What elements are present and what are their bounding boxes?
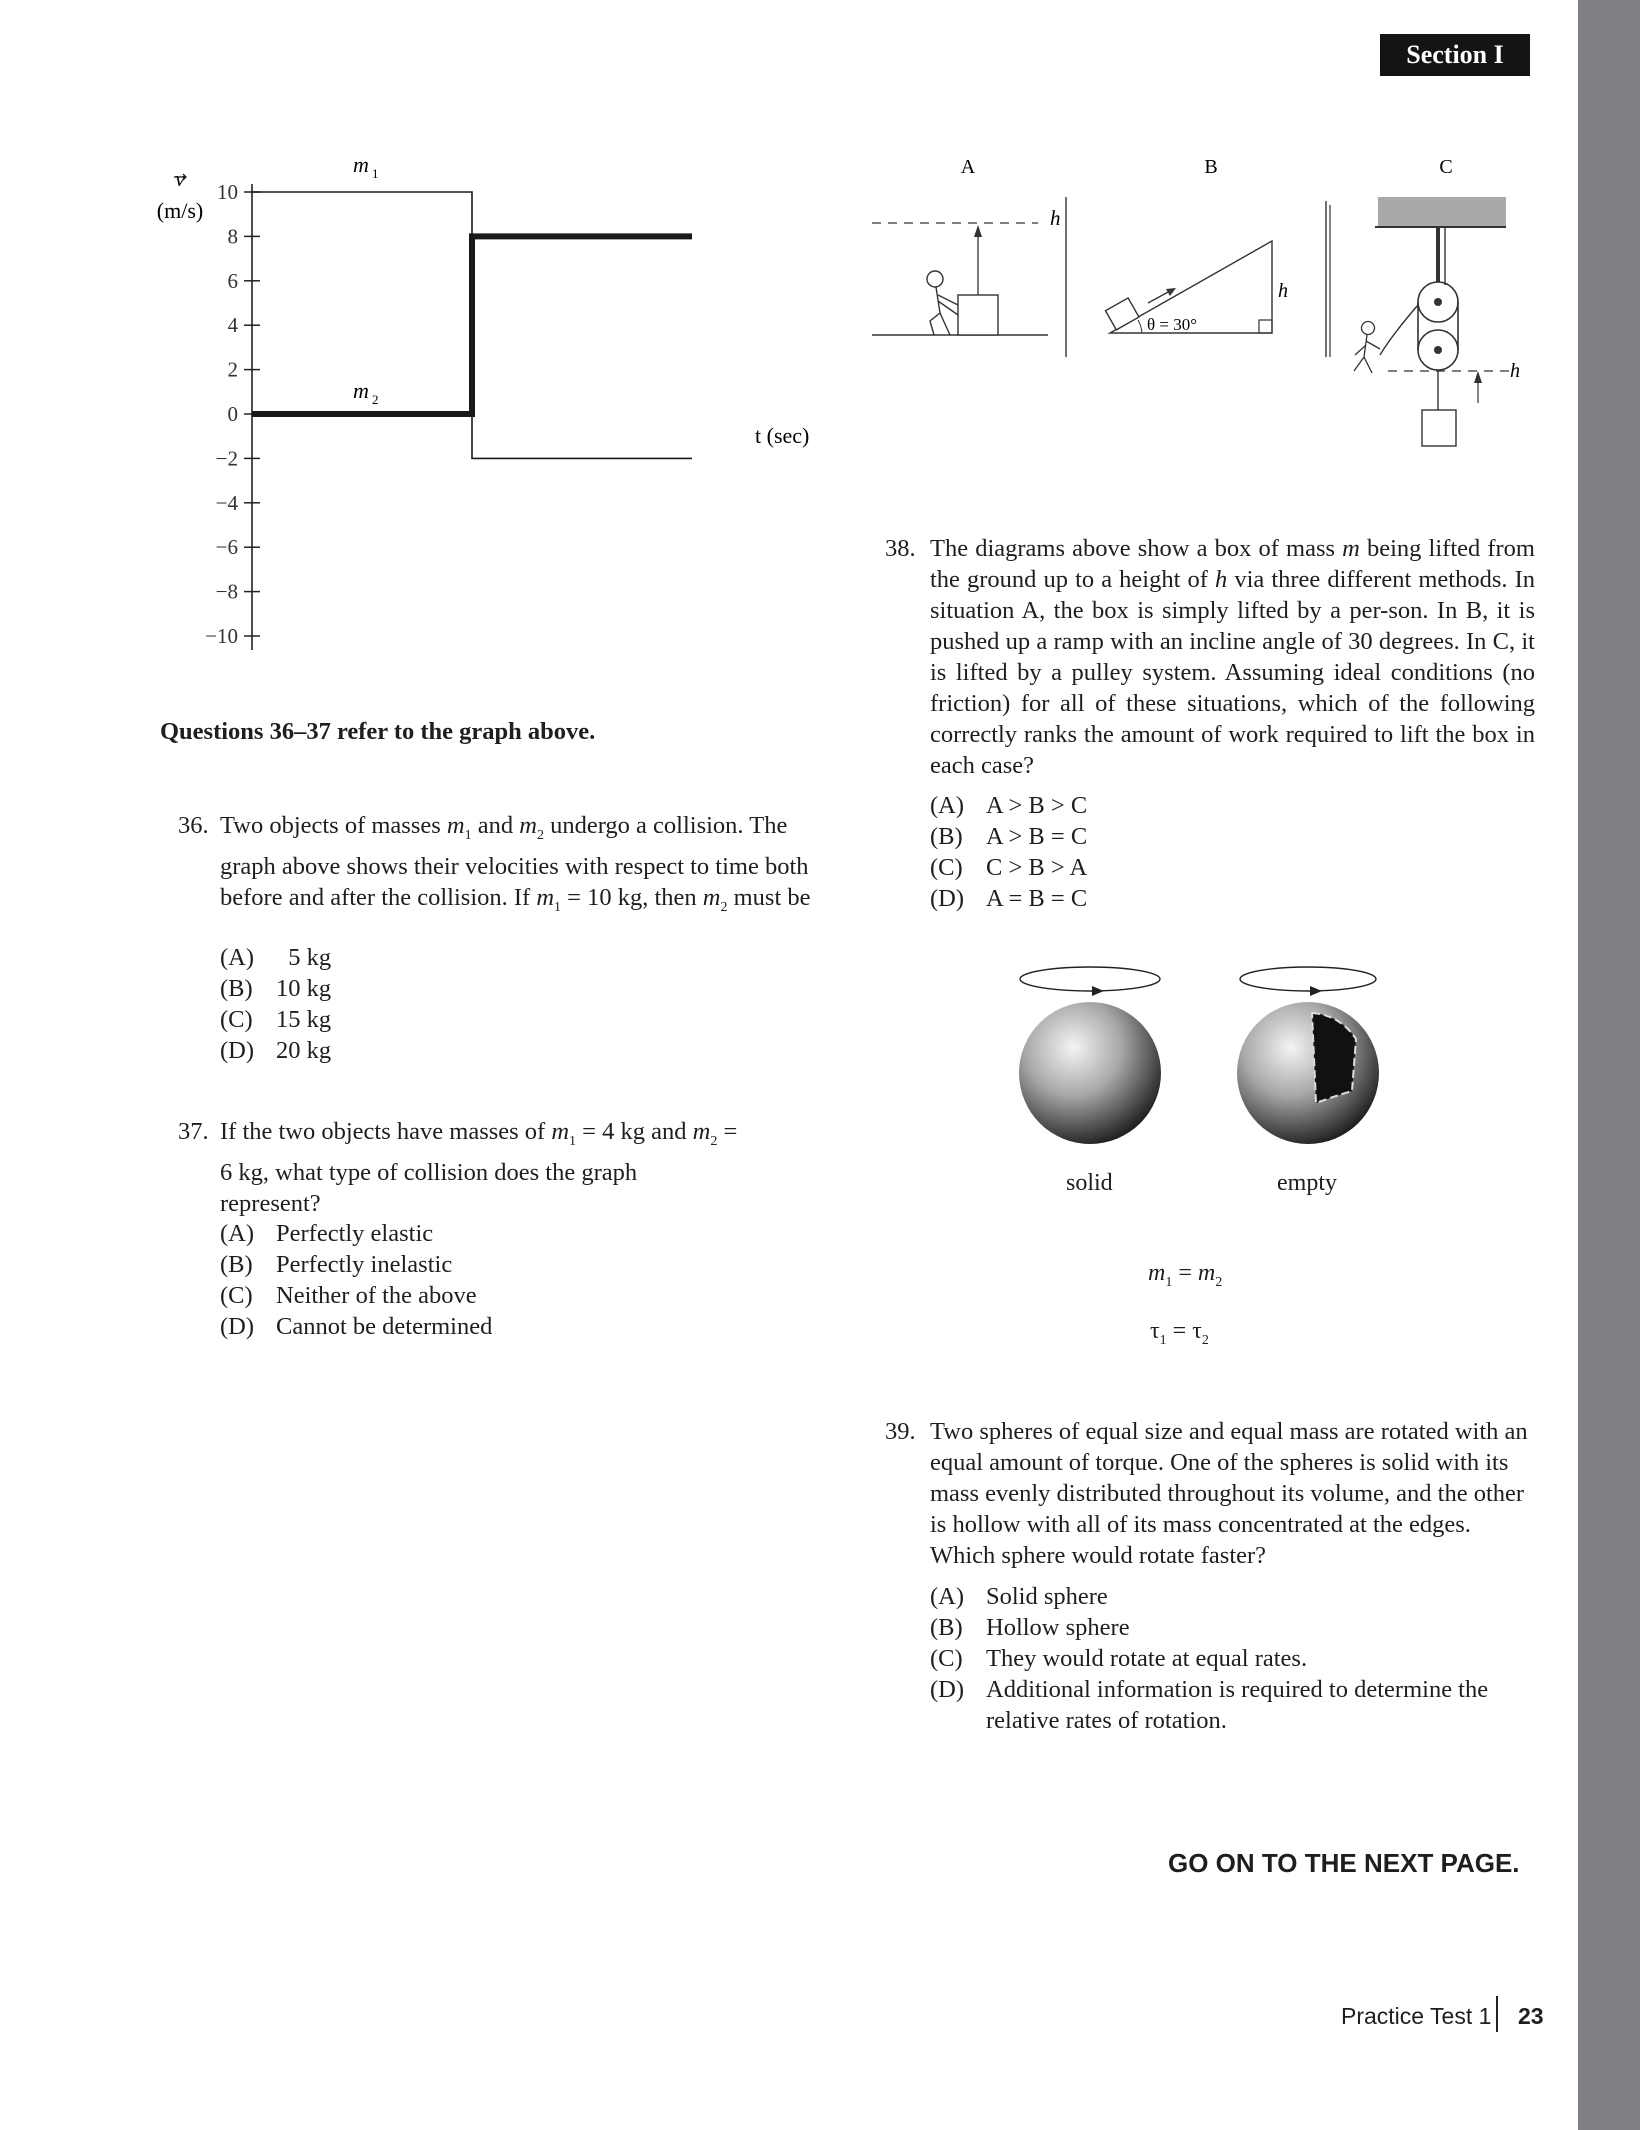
option-letter: (D) xyxy=(220,1037,255,1064)
q37-option-b[interactable] xyxy=(220,1249,720,1280)
rotation-arrow-empty xyxy=(1240,967,1376,991)
box-a xyxy=(958,295,998,335)
m2-series-label: m xyxy=(353,378,369,403)
diagram-b-ramp xyxy=(1105,201,1326,357)
up-arrow-c xyxy=(1474,371,1482,383)
option-letter: (B) xyxy=(220,1251,253,1278)
q38-stem: The diagrams above show a box of mass m being lifted from the ground up to a height of h via three different methods. In situation A, the box is simply lifted by a per-son. In B, it is pushed up a ramp with an incline angle of 30 degrees. In C, it is lifted by a pulley system. Assuming ideal conditions (no friction) for all of these situations, which of the following correctly ranks the amount of work required to lift the box in each case? xyxy=(930,535,1535,779)
q36-number: 36. xyxy=(178,812,209,839)
option-letter: (B) xyxy=(930,823,963,850)
option-text: Solid sphere xyxy=(986,1583,1108,1610)
graph-series xyxy=(252,192,692,458)
option-text: Hollow sphere xyxy=(986,1614,1130,1641)
solid-label: solid xyxy=(1066,1170,1113,1196)
option-text: 10 kg xyxy=(276,975,332,1002)
q36-options xyxy=(220,942,720,1066)
y-tick-label: 8 xyxy=(227,224,238,249)
x-axis-label: t (sec) xyxy=(755,423,810,448)
velocity-time-graph xyxy=(140,140,840,670)
footer-divider xyxy=(1496,1996,1498,2032)
option-letter: (B) xyxy=(220,975,253,1002)
q36-stem: Two objects of masses $m_1$ and $m_2$ undergo a collision. The graph above shows their velocities with respect to time both before and after the collision. If $m_1 = 10$ kg, then $m_2$ must be xyxy=(220,812,811,915)
q39-option-b[interactable] xyxy=(930,1612,1530,1643)
option-text: 5 kg xyxy=(276,944,332,971)
option-letter: (A) xyxy=(220,944,255,971)
work-methods-diagram xyxy=(870,145,1530,465)
page-edge-band xyxy=(1578,0,1640,2130)
footer-label: Practice Test 1 xyxy=(1341,2003,1492,2029)
option-letter: (C) xyxy=(930,1645,963,1672)
person-body-a xyxy=(930,287,958,335)
option-letter: (D) xyxy=(930,885,965,912)
empty-label: empty xyxy=(1277,1170,1337,1196)
m2-series-sub: 2 xyxy=(372,392,379,407)
diagram-label-c: C xyxy=(1439,156,1453,178)
y-tick-label: 6 xyxy=(227,268,238,293)
spheres-diagram xyxy=(1000,955,1400,1185)
equal-torque-equation: $\tau_1 = \tau_2$ xyxy=(1150,1318,1209,1348)
option-text: A > B = C xyxy=(986,823,1088,850)
y-axis-units: (m/s) xyxy=(156,198,204,223)
q37-option-a[interactable] xyxy=(220,1218,720,1249)
go-on-notice: GO ON TO THE NEXT PAGE. xyxy=(1168,1848,1520,1878)
y-tick-label: 2 xyxy=(227,357,238,382)
q37-option-c[interactable] xyxy=(220,1280,720,1311)
q39-stem: Two spheres of equal size and equal mass are rotated with an equal amount of torque. One of the spheres is solid with its mass evenly distributed throughout its volume, and the other is hollow with all of its mass concentrated at the edges. Which sphere would rotate faster? xyxy=(930,1418,1528,1569)
q39-option-d[interactable] xyxy=(930,1674,1530,1736)
theta-label: θ = 30° xyxy=(1147,315,1198,334)
y-tick-label: 10 xyxy=(217,180,238,204)
height-label-b: h xyxy=(1278,280,1288,302)
option-text: A = B = C xyxy=(986,885,1088,912)
person-head-a xyxy=(927,271,943,287)
q38-option-d[interactable] xyxy=(930,883,1430,914)
option-text: Additional information is required to determine the relative rates of rotation. xyxy=(986,1676,1489,1734)
option-text: 15 kg xyxy=(276,1006,332,1033)
y-tick-label: 4 xyxy=(227,313,238,338)
q37-stem: If the two objects have masses of $m_1 = 4$ kg and $m_2 = 6$ kg, what type of collision does the graph represent? xyxy=(220,1118,738,1217)
diagram-c-pulley xyxy=(1330,197,1520,446)
q38-option-a[interactable] xyxy=(930,790,1430,821)
diagram-a-person-lift xyxy=(872,197,1066,357)
option-letter: (D) xyxy=(220,1313,255,1340)
q36-option-a[interactable] xyxy=(220,942,720,973)
option-text: C > B > A xyxy=(986,854,1088,881)
q36-option-d[interactable] xyxy=(220,1035,720,1066)
q36-option-c[interactable] xyxy=(220,1004,720,1035)
rotation-arrow-solid xyxy=(1020,967,1160,991)
option-text: Neither of the above xyxy=(276,1282,477,1309)
option-letter: (C) xyxy=(220,1006,253,1033)
q38-number: 38. xyxy=(885,535,916,562)
y-axis-symbol: v xyxy=(175,166,185,191)
option-letter: (C) xyxy=(220,1282,253,1309)
solid-sphere xyxy=(1019,1002,1161,1144)
equal-mass-equation: $m_1 = m_2$ xyxy=(1148,1260,1223,1290)
option-text: A > B > C xyxy=(986,792,1088,819)
option-letter: (A) xyxy=(220,1220,255,1247)
option-text: Perfectly inelastic xyxy=(276,1251,453,1278)
q37-number: 37. xyxy=(178,1118,209,1145)
option-text: Perfectly elastic xyxy=(276,1220,434,1247)
ceiling xyxy=(1378,197,1506,227)
q37-option-d[interactable] xyxy=(220,1311,720,1342)
option-letter: (C) xyxy=(930,854,963,881)
q39-options xyxy=(930,1581,1530,1736)
diagram-label-b: B xyxy=(1204,156,1218,178)
q38-option-c[interactable] xyxy=(930,852,1430,883)
height-label-c: h xyxy=(1510,360,1520,382)
y-tick-label: −6 xyxy=(215,535,238,560)
q38-option-b[interactable] xyxy=(930,821,1430,852)
q36-option-b[interactable] xyxy=(220,973,720,1004)
m1-series-sub: 1 xyxy=(372,166,379,181)
q37-options xyxy=(220,1218,720,1342)
diagram-label-a: A xyxy=(960,156,976,178)
height-label-a: h xyxy=(1050,206,1061,230)
y-tick-label: −10 xyxy=(205,624,238,648)
hollow-sphere xyxy=(1237,1002,1379,1144)
box-c xyxy=(1422,410,1456,446)
option-letter: (B) xyxy=(930,1614,963,1641)
up-arrow-a xyxy=(974,225,982,237)
option-text: They would rotate at equal rates. xyxy=(986,1645,1308,1672)
option-text: 20 kg xyxy=(276,1037,332,1064)
q39-option-c[interactable] xyxy=(930,1643,1530,1674)
option-letter: (A) xyxy=(930,792,965,819)
page-number: 23 xyxy=(1518,2003,1544,2029)
series-m2 xyxy=(252,236,692,414)
q39-number: 39. xyxy=(885,1418,916,1445)
y-tick-label: −2 xyxy=(215,446,238,471)
section-badge: Section I xyxy=(1380,34,1530,76)
y-tick-label: 0 xyxy=(227,402,238,426)
q39-option-a[interactable] xyxy=(930,1581,1530,1612)
questions-36-37-intro: Questions 36–37 refer to the graph above. xyxy=(160,718,596,745)
y-tick-label: −8 xyxy=(215,579,238,604)
option-text: Cannot be determined xyxy=(276,1313,493,1340)
q38-options xyxy=(930,790,1430,914)
option-letter: (D) xyxy=(930,1676,965,1703)
y-tick-label: −4 xyxy=(215,490,238,515)
person-head-c xyxy=(1362,322,1375,335)
m1-series-label: m xyxy=(353,152,369,177)
option-letter: (A) xyxy=(930,1583,965,1610)
person-body-c xyxy=(1354,335,1380,373)
